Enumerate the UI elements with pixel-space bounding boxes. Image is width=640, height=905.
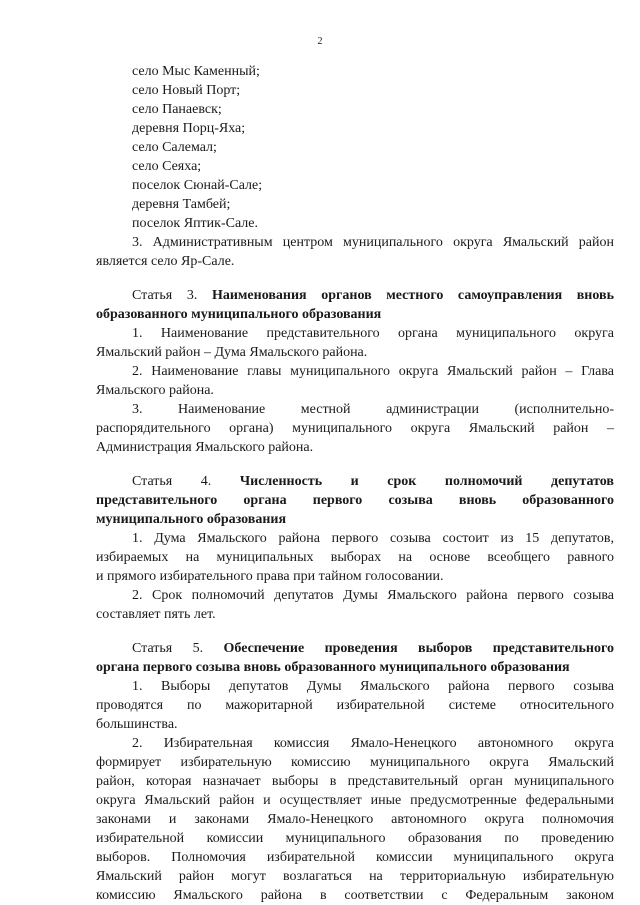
admin-center-paragraph-cont: является село Яр-Сале. (96, 254, 235, 269)
article-3-item-1-cont: Ямальский район – Дума Ямальского района. (96, 345, 368, 360)
article-5-item-2-cont: округа Ямальский район и осуществляет иные предусмотренные федеральными (96, 793, 614, 808)
list-item: село Салемал; (132, 140, 217, 155)
article-3-item-2-cont: Ямальского района. (96, 383, 214, 398)
article-4-item-2: 2. Срок полномочий депутатов Думы Ямальского района первого созыва (132, 588, 614, 603)
article-4-item-1-cont2: и прямого избирательного права при тайном голосовании. (96, 569, 444, 584)
article-4-item-1: 1. Дума Ямальского района первого созыва состоит из 15 депутатов, (132, 531, 614, 546)
list-item: поселок Яптик-Сале. (132, 216, 259, 231)
article-5-item-2-cont: выборов. Полномочия избирательной комиссии муниципального округа (96, 850, 614, 865)
article-5-title: Обеспечение проведения выборов представительного (223, 641, 614, 656)
article-3-item-3-cont: распорядительного органа) муниципального округа Ямальский район – (96, 421, 614, 436)
admin-center-paragraph: 3. Административным центром муниципального округа Ямальский район (132, 235, 614, 250)
article-3-prefix: Статья 3. (132, 288, 212, 303)
article-3-item-2: 2. Наименование главы муниципального округа Ямальский район – Глава (132, 364, 614, 379)
article-5-item-2-cont: комиссию Ямальского района в соответствии с Федеральным законом (96, 888, 614, 903)
article-5-item-2: 2. Избирательная комиссия Ямало-Ненецкого автономного округа (132, 736, 614, 751)
article-4-title: Численность и срок полномочий депутатов (239, 474, 614, 489)
article-4-title-cont: представительного органа первого созыва вновь образованного (96, 493, 614, 508)
article-4-item-1-cont: избираемых на муниципальных выборах на основе всеобщего равного (96, 550, 614, 565)
article-4-heading (132, 472, 614, 491)
article-3-item-1: 1. Наименование представительного органа муниципального округа (132, 326, 614, 341)
article-5-item-1-cont: проводятся по мажоритарной избирательной системе относительного (96, 698, 614, 713)
article-3-heading (132, 286, 614, 305)
article-5-title-cont: органа первого созыва вновь образованного муниципального образования (96, 660, 570, 675)
article-5-item-1: 1. Выборы депутатов Думы Ямальского района первого созыва (132, 679, 614, 694)
article-3-title-cont: образованного муниципального образования (96, 307, 382, 322)
article-5-item-2-cont: формирует избирательную комиссию муниципального округа Ямальский (96, 755, 614, 770)
article-5-heading (132, 639, 614, 658)
list-item: деревня Порц-Яха; (132, 121, 246, 136)
article-5-item-2-cont: район, которая назначает выборы в представительный орган муниципального (96, 774, 614, 789)
article-3-title: Наименования органов местного самоуправления вновь (211, 288, 614, 303)
article-4-item-2-cont: составляет пять лет. (96, 607, 216, 622)
list-item: поселок Сюнай-Сале; (132, 178, 263, 193)
article-3-item-3-cont2: Администрация Ямальского района. (96, 440, 314, 455)
article-3-item-3: 3. Наименование местной администрации (исполнительно- (132, 402, 614, 417)
article-5-item-1-cont2: большинства. (96, 717, 178, 732)
article-4-prefix: Статья 4. (132, 474, 240, 489)
list-item: деревня Тамбей; (132, 197, 231, 212)
article-5-item-2-cont: избирательной комиссии муниципального образования по проведению (96, 831, 614, 846)
article-4-title-cont2: муниципального образования (96, 512, 287, 527)
list-item: село Сеяха; (132, 159, 202, 174)
article-5-item-2-cont: Ямальский район могут возлагаться на территориальную избирательную (96, 869, 614, 884)
list-item: село Новый Порт; (132, 83, 241, 98)
page-number: 2 (317, 36, 323, 47)
article-5-prefix: Статья 5. (132, 641, 224, 656)
article-5-item-2-cont: законами и законами Ямало-Ненецкого автономного округа полномочия (96, 812, 614, 827)
list-item: село Панаевск; (132, 102, 222, 117)
list-item: село Мыс Каменный; (132, 64, 260, 79)
